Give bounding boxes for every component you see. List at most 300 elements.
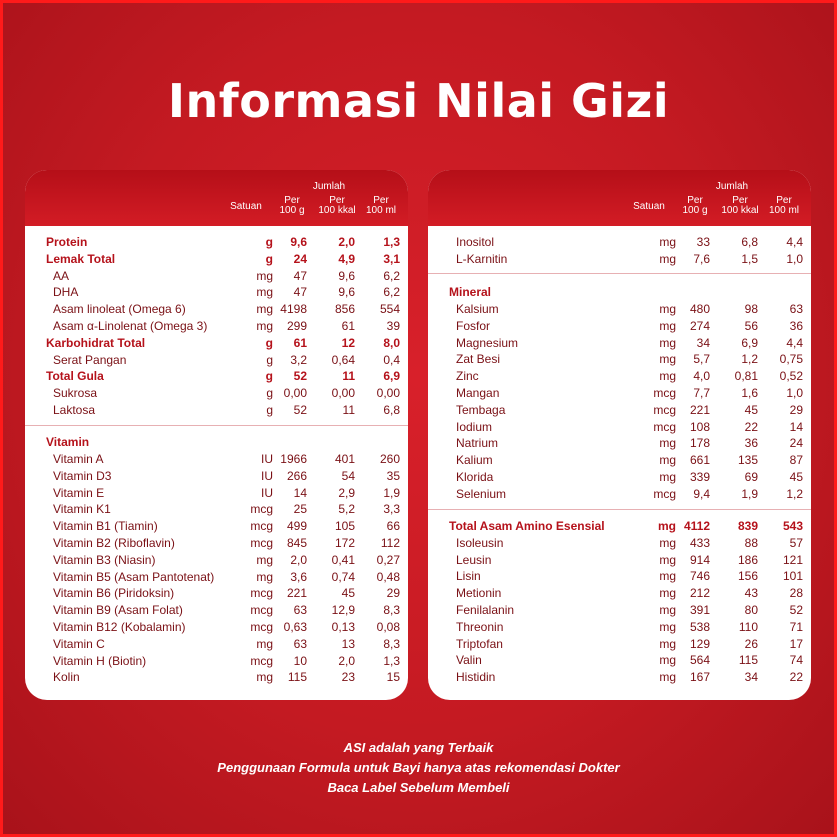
nutrient-row — [428, 568, 811, 585]
value-per-100kkal: 2,0 — [338, 653, 355, 668]
nutrient-row — [25, 251, 408, 268]
nutrient-row — [428, 234, 811, 251]
value-per-100kkal: 23 — [341, 670, 355, 685]
value-per-100kkal: 61 — [341, 319, 355, 333]
nutrient-row — [428, 652, 811, 669]
nutrient-name: Vitamin C — [53, 636, 105, 651]
nutrient-unit: mg — [659, 335, 676, 350]
value-per-100g: 3,6 — [290, 569, 307, 584]
value-per-100kkal: 856 — [334, 302, 355, 317]
section-divider — [25, 425, 408, 426]
value-per-100kkal: 11 — [342, 369, 355, 384]
value-per-100g: 266 — [286, 468, 307, 483]
nutrient-unit: g — [266, 403, 273, 417]
value-per-100g: 221 — [689, 402, 710, 417]
nutrient-row — [25, 284, 408, 301]
nutrient-name: Total Asam Amino Esensial — [449, 519, 605, 533]
value-per-100kkal: 1,2 — [741, 352, 758, 367]
value-per-100ml: 74 — [789, 653, 803, 668]
nutrient-name: Fenilalanin — [456, 603, 515, 617]
nutrient-row — [25, 318, 408, 335]
nutrient-row — [25, 585, 408, 602]
value-per-100ml: 3,1 — [383, 251, 400, 266]
value-per-100ml: 1,2 — [786, 486, 803, 501]
value-per-100g: 63 — [293, 636, 307, 651]
value-per-100kkal: 115 — [738, 653, 758, 668]
value-per-100ml: 6,2 — [383, 268, 400, 283]
value-per-100g: 480 — [689, 302, 710, 316]
value-per-100g: 115 — [287, 670, 307, 685]
value-per-100kkal: 6,8 — [741, 235, 758, 249]
section-divider — [428, 273, 811, 274]
nutrient-name: Vitamin D3 — [53, 468, 112, 483]
nutrient-row — [25, 368, 408, 385]
header-jumlah: Jumlah — [312, 181, 346, 192]
nutrient-unit: mg — [256, 636, 273, 651]
value-per-100kkal: 1,6 — [741, 386, 758, 400]
value-per-100ml: 1,0 — [786, 386, 803, 400]
nutrient-unit: mg — [256, 569, 273, 584]
nutrient-name: Laktosa — [53, 403, 96, 417]
value-per-100g: 746 — [689, 569, 710, 584]
value-per-100ml: 554 — [379, 302, 400, 317]
nutrient-name: Serat Pangan — [53, 352, 127, 367]
value-per-100g: 24 — [293, 251, 307, 266]
nutrient-unit: mg — [256, 552, 273, 567]
value-per-100kkal: 0,41 — [331, 552, 355, 567]
value-per-100ml: 4,4 — [786, 335, 803, 350]
nutrient-unit: mcg — [250, 653, 273, 668]
nutrient-name: AA — [53, 268, 70, 283]
nutrient-name: Asam linoleat (Omega 6) — [53, 302, 186, 317]
value-per-100kkal: 54 — [341, 468, 355, 483]
value-per-100ml: 24 — [789, 436, 803, 451]
nutrient-unit: mcg — [653, 386, 676, 400]
value-per-100kkal: 11 — [342, 403, 355, 417]
nutrient-name: Mangan — [456, 386, 500, 400]
value-per-100kkal: 0,74 — [331, 569, 355, 584]
nutrient-row — [428, 385, 811, 402]
nutrient-unit: g — [265, 235, 273, 249]
nutrient-name: L-Karnitin — [456, 251, 508, 266]
nutrient-name: Kalsium — [456, 302, 499, 316]
nutrient-unit: mg — [659, 352, 676, 367]
value-per-100kkal: 13 — [341, 636, 355, 651]
nutrient-unit: mcg — [250, 502, 273, 517]
nutrient-row — [428, 419, 811, 436]
nutrient-unit: mg — [256, 319, 273, 333]
nutrient-name: Vitamin K1 — [53, 502, 111, 517]
nutrient-row — [428, 619, 811, 636]
nutrient-row — [25, 485, 408, 502]
nutrient-row — [25, 451, 408, 468]
value-per-100g: 7,6 — [693, 251, 710, 266]
value-per-100g: 47 — [293, 268, 307, 283]
value-per-100kkal: 9,6 — [338, 285, 355, 300]
value-per-100kkal: 56 — [744, 318, 758, 333]
nutrient-unit: mcg — [653, 419, 676, 434]
value-per-100g: 7,7 — [693, 386, 710, 400]
nutrient-name: Isoleusin — [456, 535, 504, 550]
value-per-100kkal: 6,9 — [741, 335, 758, 350]
nutrient-row — [428, 351, 811, 368]
value-per-100g: 4198 — [280, 302, 307, 317]
nutrient-unit: mg — [659, 470, 676, 484]
nutrient-unit: mg — [659, 603, 676, 617]
value-per-100ml: 4,4 — [786, 235, 803, 249]
value-per-100ml: 3,3 — [383, 502, 400, 517]
value-per-100kkal: 98 — [744, 302, 758, 316]
nutrient-unit: mg — [659, 318, 676, 333]
value-per-100g: 5,7 — [693, 352, 710, 367]
nutrient-row — [428, 318, 811, 335]
nutrient-row — [428, 585, 811, 602]
value-per-100kkal: 5,2 — [338, 502, 355, 517]
value-per-100g: 0,63 — [283, 620, 307, 634]
header-per-100kkal: Per 100 kkal — [318, 195, 356, 216]
nutrient-unit: mcg — [250, 519, 273, 534]
value-per-100kkal: 2,9 — [338, 485, 355, 500]
value-per-100ml: 6,9 — [383, 369, 400, 384]
nutrient-unit: g — [265, 251, 273, 266]
nutrient-unit: mg — [659, 302, 676, 316]
value-per-100kkal: 401 — [334, 452, 355, 466]
value-per-100ml: 6,8 — [383, 403, 400, 417]
value-per-100ml: 8,3 — [383, 603, 400, 618]
nutrient-unit: mg — [659, 586, 676, 601]
nutrient-unit: g — [266, 386, 273, 401]
value-per-100ml: 39 — [386, 319, 400, 333]
nutrient-unit: mcg — [653, 402, 676, 417]
nutrient-name: Vitamin E — [53, 485, 105, 500]
nutrient-name: Kolin — [53, 670, 80, 685]
value-per-100ml: 1,3 — [383, 653, 400, 668]
value-per-100ml: 66 — [386, 519, 400, 534]
value-per-100g: 47 — [293, 285, 307, 300]
nutrient-name: Lisin — [456, 569, 481, 584]
value-per-100g: 274 — [689, 318, 710, 333]
nutrient-name: Vitamin B5 (Asam Pantotenat) — [53, 569, 215, 584]
value-per-100kkal: 0,81 — [734, 369, 758, 384]
value-per-100kkal: 34 — [744, 670, 758, 685]
value-per-100ml: 29 — [789, 402, 803, 417]
nutrient-unit: mcg — [250, 536, 273, 550]
nutrient-name: Selenium — [456, 486, 507, 501]
nutrient-row — [428, 402, 811, 419]
value-per-100ml: 71 — [789, 619, 803, 634]
value-per-100ml: 14 — [789, 419, 803, 434]
nutrient-unit: IU — [261, 485, 273, 500]
page-title: Informasi Nilai Gizi — [167, 74, 670, 128]
header-per-100g: Per 100 g — [682, 195, 708, 216]
value-per-100ml: 0,75 — [779, 352, 803, 367]
nutrient-name: Leusin — [456, 552, 492, 567]
value-per-100kkal: 110 — [738, 619, 758, 634]
value-per-100kkal: 156 — [737, 569, 758, 584]
value-per-100g: 10 — [293, 653, 307, 668]
value-per-100ml: 543 — [782, 519, 803, 533]
value-per-100g: 33 — [696, 235, 710, 249]
footer-line-1: ASI adalah yang Terbaik — [343, 740, 494, 755]
value-per-100g: 9,6 — [290, 235, 307, 249]
nutrient-unit: g — [266, 352, 273, 367]
value-per-100g: 129 — [689, 636, 710, 651]
value-per-100kkal: 69 — [744, 470, 758, 484]
nutrient-unit: IU — [261, 452, 273, 466]
nutrient-name: Lemak Total — [46, 251, 116, 266]
nutrient-name: Iodium — [456, 419, 493, 434]
nutrient-row — [428, 368, 811, 385]
value-per-100g: 52 — [293, 403, 307, 417]
section-title: Vitamin — [46, 435, 90, 449]
nutrient-unit: mg — [659, 670, 676, 685]
nutrient-unit: mg — [659, 235, 676, 249]
nutrient-row — [428, 552, 811, 569]
value-per-100kkal: 839 — [737, 519, 758, 533]
value-per-100g: 167 — [689, 670, 710, 685]
nutrient-unit: mg — [659, 369, 676, 384]
nutrient-row — [428, 669, 811, 686]
nutrient-row — [428, 301, 811, 318]
value-per-100g: 339 — [689, 470, 710, 484]
header-per-100ml: Per 100 ml — [768, 195, 799, 216]
nutrient-name: Histidin — [456, 670, 496, 685]
nutrient-row — [25, 636, 408, 653]
nutrient-unit: mg — [659, 653, 676, 668]
nutrient-name: Triptofan — [456, 636, 503, 651]
value-per-100g: 63 — [293, 603, 307, 618]
value-per-100g: 108 — [689, 419, 710, 434]
value-per-100ml: 1,0 — [786, 251, 803, 266]
nutrient-unit: mg — [659, 619, 676, 634]
value-per-100kkal: 9,6 — [338, 268, 355, 283]
nutrient-unit: mg — [659, 453, 676, 468]
nutrient-unit: mg — [659, 569, 676, 584]
value-per-100ml: 87 — [789, 453, 803, 468]
nutrient-name: Vitamin A — [53, 452, 104, 466]
nutrient-row — [428, 486, 811, 503]
header-per-100g: Per 100 g — [279, 195, 305, 216]
value-per-100ml: 8,3 — [383, 636, 400, 651]
value-per-100ml: 57 — [789, 535, 803, 550]
nutrient-unit: mg — [659, 251, 676, 266]
nutrient-unit: mg — [659, 436, 676, 451]
nutrient-row — [428, 251, 811, 268]
nutrient-name: Kalium — [456, 453, 493, 468]
nutrient-row — [428, 452, 811, 469]
nutrient-unit: mg — [256, 670, 273, 685]
value-per-100g: 391 — [689, 603, 710, 617]
nutrient-unit: mg — [659, 636, 676, 651]
nutrient-unit: mcg — [653, 486, 676, 501]
nutrient-row — [25, 653, 408, 670]
nutrient-row — [25, 501, 408, 518]
value-per-100g: 61 — [293, 335, 307, 350]
nutrient-unit: mcg — [250, 603, 273, 618]
value-per-100g: 212 — [689, 586, 710, 601]
nutrient-row — [25, 468, 408, 485]
value-per-100ml: 29 — [386, 586, 400, 601]
nutrient-name: Vitamin B6 (Piridoksin) — [53, 586, 175, 601]
nutrient-name: Metionin — [456, 586, 502, 601]
value-per-100kkal: 105 — [334, 519, 355, 534]
nutrient-row — [25, 234, 408, 251]
value-per-100g: 433 — [689, 535, 710, 550]
header-satuan: Satuan — [633, 201, 665, 212]
value-per-100ml: 260 — [379, 452, 400, 466]
value-per-100kkal: 12,9 — [331, 603, 355, 618]
nutrient-row — [428, 518, 811, 535]
nutrient-name: Total Gula — [46, 369, 104, 384]
value-per-100ml: 36 — [789, 318, 803, 333]
value-per-100g: 25 — [293, 502, 307, 517]
value-per-100kkal: 0,13 — [331, 620, 355, 634]
value-per-100ml: 121 — [782, 552, 803, 567]
nutrient-name: Fosfor — [456, 318, 491, 333]
value-per-100g: 3,2 — [290, 352, 307, 367]
nutrient-row — [428, 535, 811, 552]
nutrient-name: Vitamin B12 (Kobalamin) — [53, 620, 186, 634]
nutrient-name: DHA — [53, 285, 79, 300]
value-per-100g: 564 — [689, 653, 710, 668]
nutrient-name: Vitamin B3 (Niasin) — [53, 552, 156, 567]
nutrient-name: Magnesium — [456, 335, 519, 350]
value-per-100g: 0,00 — [283, 386, 307, 401]
nutrient-row — [25, 619, 408, 636]
nutrient-name: Vitamin B9 (Asam Folat) — [53, 603, 183, 618]
nutrient-name: Threonin — [456, 619, 504, 634]
value-per-100kkal: 80 — [744, 603, 758, 617]
value-per-100kkal: 26 — [744, 636, 758, 651]
value-per-100kkal: 172 — [334, 536, 355, 550]
value-per-100kkal: 1,9 — [741, 486, 758, 501]
nutrient-name: Valin — [456, 653, 482, 668]
value-per-100ml: 15 — [386, 670, 400, 685]
value-per-100ml: 63 — [789, 302, 803, 316]
value-per-100kkal: 2,0 — [338, 235, 355, 249]
nutrient-unit: mg — [256, 302, 273, 317]
nutrient-name: Vitamin B2 (Riboflavin) — [53, 536, 175, 550]
nutrient-unit: mg — [256, 285, 273, 300]
nutrition-panel-left — [25, 170, 408, 700]
nutrient-name: Klorida — [456, 470, 494, 484]
nutrient-row — [428, 469, 811, 486]
nutrient-row — [25, 518, 408, 535]
nutrient-unit: g — [265, 369, 273, 384]
nutrient-row — [25, 402, 408, 419]
header-per-100ml: Per 100 ml — [365, 195, 396, 216]
nutrient-unit: g — [265, 335, 273, 350]
value-per-100kkal: 22 — [744, 419, 758, 434]
value-per-100g: 299 — [286, 319, 307, 333]
nutrient-name: Vitamin H (Biotin) — [53, 653, 147, 668]
value-per-100ml: 0,00 — [376, 386, 400, 401]
value-per-100g: 499 — [286, 519, 307, 534]
nutrient-name: Asam α-Linolenat (Omega 3) — [53, 319, 208, 333]
nutrient-row — [428, 636, 811, 653]
value-per-100ml: 35 — [386, 468, 400, 483]
nutrient-row — [25, 602, 408, 619]
footer-line-2: Penggunaan Formula untuk Bayi hanya atas rekomendasi Dokter — [217, 760, 620, 775]
value-per-100kkal: 1,5 — [741, 251, 758, 266]
value-per-100kkal: 4,9 — [338, 251, 355, 266]
nutrient-row — [25, 552, 408, 569]
value-per-100kkal: 88 — [744, 535, 758, 550]
value-per-100ml: 101 — [782, 569, 803, 584]
nutrient-name: Natrium — [456, 436, 499, 451]
nutrient-row — [428, 335, 811, 352]
panel-header — [428, 170, 811, 226]
nutrient-row — [428, 435, 811, 452]
value-per-100ml: 22 — [789, 670, 803, 685]
nutrient-row — [25, 352, 408, 369]
nutrient-row — [25, 569, 408, 586]
nutrient-name: Vitamin B1 (Tiamin) — [53, 519, 158, 534]
nutrient-name: Inositol — [456, 235, 495, 249]
value-per-100g: 914 — [689, 552, 710, 567]
nutrient-row — [25, 268, 408, 285]
value-per-100ml: 112 — [380, 536, 400, 550]
nutrient-row — [25, 535, 408, 552]
value-per-100g: 9,4 — [693, 486, 710, 501]
value-per-100g: 538 — [689, 619, 710, 634]
footer-line-3: Baca Label Sebelum Membeli — [327, 780, 510, 795]
header-per-100kkal: Per 100 kkal — [721, 195, 759, 216]
header-satuan: Satuan — [230, 201, 262, 212]
value-per-100kkal: 45 — [341, 586, 355, 601]
value-per-100ml: 52 — [789, 603, 803, 617]
value-per-100ml: 6,2 — [383, 285, 400, 300]
nutrient-unit: mcg — [250, 586, 273, 601]
nutrient-row — [25, 669, 408, 686]
section-divider — [428, 509, 811, 510]
nutrient-unit: mg — [659, 535, 676, 550]
value-per-100kkal: 186 — [737, 552, 758, 567]
value-per-100g: 178 — [689, 436, 710, 451]
nutrient-name: Tembaga — [456, 402, 506, 417]
value-per-100g: 661 — [689, 453, 710, 468]
value-per-100ml: 8,0 — [383, 335, 400, 350]
value-per-100g: 1966 — [280, 452, 307, 466]
nutrient-unit: mg — [659, 552, 676, 567]
nutrient-row — [428, 602, 811, 619]
panel-header — [25, 170, 408, 226]
value-per-100kkal: 12 — [341, 335, 355, 350]
value-per-100g: 4112 — [683, 519, 710, 533]
value-per-100ml: 0,52 — [779, 369, 803, 384]
section-title: Mineral — [449, 285, 492, 299]
nutrition-panel-right — [428, 170, 811, 700]
value-per-100ml: 28 — [789, 586, 803, 601]
value-per-100kkal: 0,00 — [331, 386, 355, 401]
value-per-100ml: 0,08 — [376, 620, 400, 634]
nutrient-row — [25, 301, 408, 318]
value-per-100kkal: 45 — [744, 402, 758, 417]
nutrient-unit: IU — [261, 468, 273, 483]
value-per-100kkal: 36 — [744, 436, 758, 451]
value-per-100g: 34 — [696, 335, 710, 350]
value-per-100g: 14 — [293, 485, 307, 500]
nutrient-name: Protein — [46, 235, 88, 249]
header-jumlah: Jumlah — [715, 181, 749, 192]
value-per-100g: 845 — [286, 536, 307, 550]
nutrient-row — [25, 385, 408, 402]
value-per-100kkal: 135 — [737, 453, 758, 468]
nutrient-name: Zat Besi — [456, 352, 501, 367]
value-per-100kkal: 0,64 — [331, 352, 355, 367]
value-per-100g: 221 — [286, 586, 307, 601]
value-per-100ml: 1,3 — [383, 235, 400, 249]
